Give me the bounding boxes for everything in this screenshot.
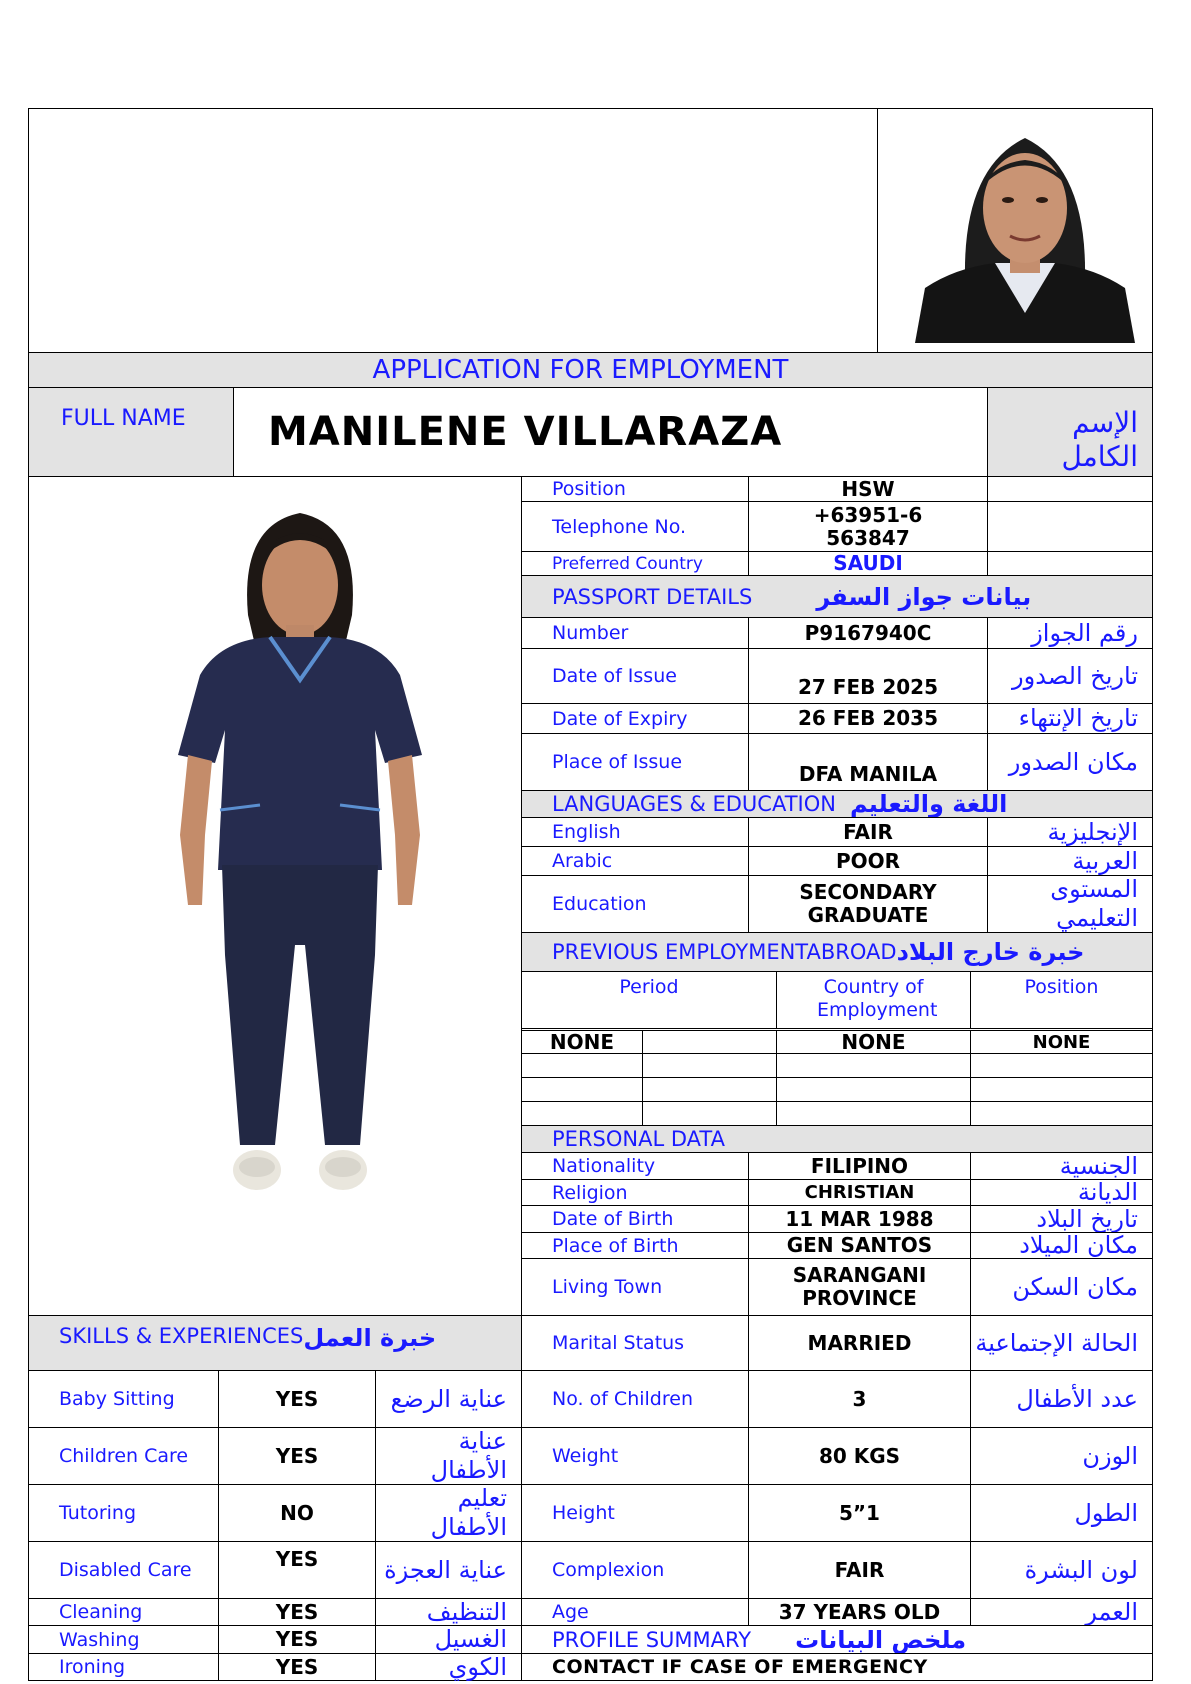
skill-baby-sitting-ar: عناية الرضع xyxy=(375,1370,522,1428)
complexion-label: Complexion xyxy=(521,1541,749,1599)
employment-empty-cell xyxy=(970,1053,1153,1078)
height-value: 5”1 xyxy=(748,1484,971,1542)
skill-tutoring-value: NO xyxy=(218,1484,376,1542)
religion-value: CHRISTIAN xyxy=(748,1179,971,1206)
height-ar: الطول xyxy=(970,1484,1153,1542)
marital-status-label: Marital Status xyxy=(521,1315,749,1371)
skill-cleaning-ar: التنظيف xyxy=(375,1598,522,1626)
skill-children-care-label: Children Care xyxy=(28,1427,219,1485)
birth-date-value: 11 MAR 1988 xyxy=(748,1205,971,1233)
profile-summary-header xyxy=(521,1625,1153,1654)
headshot-photo xyxy=(915,128,1135,343)
age-value: 37 YEARS OLD xyxy=(748,1598,971,1626)
telephone-extra xyxy=(987,501,1153,552)
job-position-header: Position xyxy=(970,971,1153,1029)
birth-place-ar: مكان الميلاد xyxy=(970,1232,1153,1259)
preferred-country-label: Preferred Country xyxy=(521,551,749,576)
complexion-value: FAIR xyxy=(748,1541,971,1599)
employment-empty-cell xyxy=(642,1077,777,1102)
skill-ironing-value: YES xyxy=(218,1653,376,1681)
complexion-ar: لون البشرة xyxy=(970,1541,1153,1599)
telephone-value: +63951-6563847 xyxy=(748,501,988,552)
employment-empty-cell xyxy=(642,1101,777,1126)
telephone-label: Telephone No. xyxy=(521,501,749,552)
birth-date-ar: تاريخ البلاد xyxy=(970,1205,1153,1233)
emergency-contact-label: CONTACT IF CASE OF EMERGENCY xyxy=(521,1653,1153,1681)
living-town-value: SARANGANI PROVINCE xyxy=(748,1258,971,1316)
employment-empty-cell xyxy=(776,1101,971,1126)
position-label: Position xyxy=(521,476,749,502)
employment-empty-cell xyxy=(970,1077,1153,1102)
languages-title-ar: اللغة والتعليم xyxy=(849,790,1008,818)
birth-place-value: GEN SANTOS xyxy=(748,1232,971,1259)
marital-status-value: MARRIED xyxy=(748,1315,971,1371)
passport-number-label: Number xyxy=(521,617,749,649)
height-label: Height xyxy=(521,1484,749,1542)
passport-title: PASSPORT DETAILS xyxy=(552,584,753,609)
nationality-ar: الجنسية xyxy=(970,1152,1153,1180)
profile-summary-title: PROFILE SUMMARY xyxy=(552,1627,752,1652)
skills-title: SKILLS & EXPERIENCES xyxy=(59,1324,304,1348)
employment-empty-cell xyxy=(521,1101,643,1126)
skill-disabled-care-ar: عناية العجزة xyxy=(375,1541,522,1599)
birth-date-label: Date of Birth xyxy=(521,1205,749,1233)
languages-section-header xyxy=(521,790,1153,818)
english-ar: الإنجليزية xyxy=(987,817,1153,847)
skill-children-care-value: YES xyxy=(218,1427,376,1485)
english-label: English xyxy=(521,817,749,847)
education-ar: المستوى التعليمي xyxy=(987,875,1153,933)
employment-position: NONE xyxy=(970,1030,1153,1054)
religion-label: Religion xyxy=(521,1179,749,1206)
employment-empty-cell xyxy=(521,1053,643,1078)
marital-status-ar: الحالة الإجتماعية xyxy=(970,1315,1153,1371)
education-label: Education xyxy=(521,875,749,933)
issue-date-ar: تاريخ الصدور xyxy=(987,648,1153,704)
passport-section-header xyxy=(521,575,1153,618)
full-name-label-ar: الإسم الكامل xyxy=(987,387,1153,477)
skill-ironing-label: Ironing xyxy=(28,1653,219,1681)
issue-place-ar: مكان الصدور xyxy=(987,733,1153,791)
employment-empty-cell xyxy=(970,1101,1153,1126)
full-body-photo xyxy=(160,505,440,1225)
country-header: Country of Employment xyxy=(776,971,971,1029)
weight-label: Weight xyxy=(521,1427,749,1485)
employment-section-header xyxy=(521,932,1153,972)
languages-title: LANGUAGES & EDUCATION xyxy=(552,792,836,816)
passport-number-ar: رقم الجواز xyxy=(987,617,1153,649)
full-name-label: FULL NAME xyxy=(28,387,234,477)
profile-summary-title-ar: ملخص البيانات xyxy=(795,1625,967,1654)
skill-disabled-care-label: Disabled Care xyxy=(28,1541,219,1599)
position-extra xyxy=(987,476,1153,502)
issue-date-value: 27 FEB 2025 xyxy=(748,648,988,704)
passport-number-value: P9167940C xyxy=(748,617,988,649)
employment-period-from: NONE xyxy=(521,1030,643,1054)
employment-period-to xyxy=(642,1030,777,1054)
weight-ar: الوزن xyxy=(970,1427,1153,1485)
preferred-country-value: SAUDI xyxy=(748,551,988,576)
full-name-value: MANILENE VILLARAZA xyxy=(233,387,988,477)
skill-washing-label: Washing xyxy=(28,1625,219,1654)
age-label: Age xyxy=(521,1598,749,1626)
nationality-value: FILIPINO xyxy=(748,1152,971,1180)
personal-section-header: PERSONAL DATA xyxy=(521,1125,1153,1153)
english-value: FAIR xyxy=(748,817,988,847)
expiry-date-value: 26 FEB 2035 xyxy=(748,703,988,734)
age-ar: العمر xyxy=(970,1598,1153,1626)
arabic-ar: العربية xyxy=(987,846,1153,876)
employment-empty-cell xyxy=(642,1053,777,1078)
skill-disabled-care-value: YES xyxy=(218,1541,376,1599)
skill-ironing-ar: الكوي xyxy=(375,1653,522,1681)
passport-title-ar: بيانات جواز السفر xyxy=(816,582,1032,611)
skill-cleaning-value: YES xyxy=(218,1598,376,1626)
weight-value: 80 KGS xyxy=(748,1427,971,1485)
issue-place-label: Place of Issue xyxy=(521,733,749,791)
issue-date-label: Date of Issue xyxy=(521,648,749,704)
expiry-date-label: Date of Expiry xyxy=(521,703,749,734)
employment-empty-cell xyxy=(776,1053,971,1078)
skill-baby-sitting-label: Baby Sitting xyxy=(28,1370,219,1428)
preferred-country-extra xyxy=(987,551,1153,576)
nationality-label: Nationality xyxy=(521,1152,749,1180)
employment-country: NONE xyxy=(776,1030,971,1054)
issue-place-value: DFA MANILA xyxy=(748,733,988,791)
employment-empty-cell xyxy=(521,1077,643,1102)
arabic-value: POOR xyxy=(748,846,988,876)
religion-ar: الديانة xyxy=(970,1179,1153,1206)
period-header: Period xyxy=(521,971,777,1029)
page-title: APPLICATION FOR EMPLOYMENT xyxy=(28,352,1153,388)
living-town-label: Living Town xyxy=(521,1258,749,1316)
skill-baby-sitting-value: YES xyxy=(218,1370,376,1428)
header-blank-area xyxy=(28,108,878,353)
employment-title-ar: خبرة خارج البلاد xyxy=(896,938,1085,966)
employment-title: PREVIOUS EMPLOYMENTABROAD xyxy=(552,940,897,964)
children-label: No. of Children xyxy=(521,1370,749,1428)
skills-section-header xyxy=(28,1315,522,1371)
position-value: HSW xyxy=(748,476,988,502)
skill-tutoring-ar: تعليم الأطفال xyxy=(375,1484,522,1542)
arabic-label: Arabic xyxy=(521,846,749,876)
education-value: SECONDARY GRADUATE xyxy=(748,875,988,933)
children-ar: عدد الأطفال xyxy=(970,1370,1153,1428)
children-value: 3 xyxy=(748,1370,971,1428)
skill-washing-ar: الغسيل xyxy=(375,1625,522,1654)
skill-cleaning-label: Cleaning xyxy=(28,1598,219,1626)
skill-children-care-ar: عناية الأطفال xyxy=(375,1427,522,1485)
employment-empty-cell xyxy=(776,1077,971,1102)
skills-title-ar: خبرة العمل xyxy=(303,1324,437,1352)
living-town-ar: مكان السكن xyxy=(970,1258,1153,1316)
expiry-date-ar: تاريخ الإنتهاء xyxy=(987,703,1153,734)
skill-washing-value: YES xyxy=(218,1625,376,1654)
skill-tutoring-label: Tutoring xyxy=(28,1484,219,1542)
birth-place-label: Place of Birth xyxy=(521,1232,749,1259)
